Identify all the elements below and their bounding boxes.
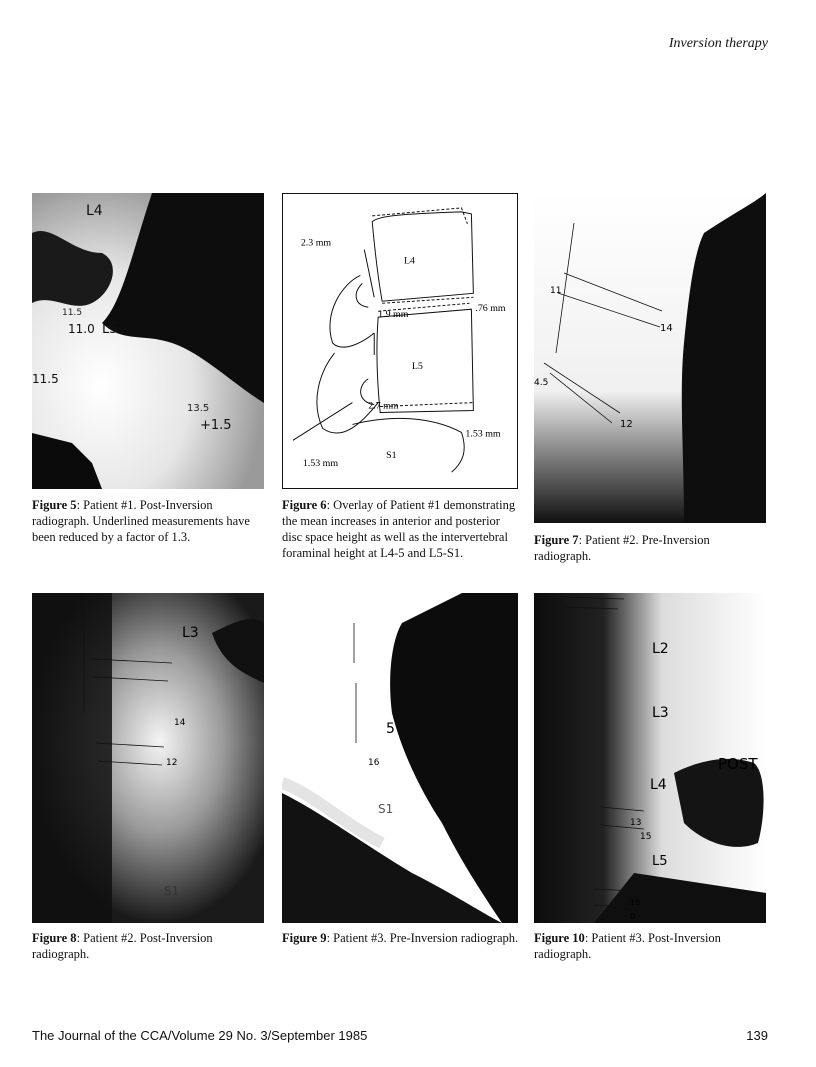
footer-journal: The Journal of the CCA/Volume 29 No. 3/September 1985 bbox=[32, 1028, 368, 1043]
fig5-annotation-2: 11.0 bbox=[68, 322, 95, 336]
figure-9-label: Figure 9 bbox=[282, 931, 327, 945]
figure-7-caption-text: : Patient #2. Pre-Inversion radiograph. bbox=[534, 533, 710, 563]
fig10-annotation-0: 0 bbox=[630, 912, 636, 921]
fig9-annotation-s1: S1 bbox=[378, 802, 394, 816]
fig9-annotation-16: 16 bbox=[368, 758, 380, 768]
figure-6-caption-text: : Overlay of Patient #1 demonstrating the mean increases in anterior and posterior disc space height as well as the intervertebral foraminal height at L4-5 and L5-S1. bbox=[282, 498, 516, 560]
figure-5-label: Figure 5 bbox=[32, 498, 77, 512]
figure-6-overlay-diagram bbox=[282, 193, 518, 489]
figure-5-radiograph bbox=[32, 193, 264, 489]
figure-8-caption-text: : Patient #2. Post-Inversion radiograph. bbox=[32, 931, 213, 961]
fig10-annotation-l2: L2 bbox=[652, 641, 669, 657]
fig10-annotation-13: 13 bbox=[630, 818, 642, 828]
figure-7-label: Figure 7 bbox=[534, 533, 579, 547]
figure-5-caption-text: : Patient #1. Post-Inversion radiograph. Underlined measurements have been reduced by a factor of 1.3. bbox=[32, 498, 250, 544]
fig6-annotation-l5: L5 bbox=[411, 360, 423, 372]
fig6-annotation-76mm: .76 mm bbox=[475, 303, 506, 315]
figure-6-label: Figure 6 bbox=[282, 498, 327, 512]
figure-5-caption bbox=[32, 497, 268, 545]
figure-9-caption bbox=[282, 930, 522, 946]
fig7-annotation-14: 14 bbox=[660, 323, 673, 334]
fig6-annotation-s1: S1 bbox=[386, 450, 397, 462]
fig7-annotation-11: 11 bbox=[550, 286, 562, 296]
fig10-annotation-l4: L4 bbox=[650, 777, 667, 793]
fig8-annotation-s1: S1 bbox=[164, 884, 180, 898]
fig9-annotation-5: 5 bbox=[386, 721, 395, 737]
running-head: Inversion therapy bbox=[668, 36, 768, 51]
fig5-annotation-5: +1.5 bbox=[200, 418, 232, 433]
fig8-annotation-12: 12 bbox=[166, 758, 178, 768]
fig5-annotation-1: 11.5 bbox=[62, 308, 83, 318]
fig5-annotation-l5: L5 bbox=[102, 322, 118, 337]
fig6-annotation-2-3mm: 2.3 mm bbox=[300, 237, 332, 249]
figure-8-label: Figure 8 bbox=[32, 931, 77, 945]
fig6-annotation-l4: L4 bbox=[403, 255, 415, 267]
fig10-annotation-15: 15 bbox=[640, 832, 652, 842]
figure-7-caption bbox=[534, 532, 770, 564]
fig6-annotation-1-9mm: 1.9 mm bbox=[378, 309, 409, 321]
figure-10-radiograph bbox=[534, 593, 766, 923]
fig6-annotation-1-53mm-left: 1.53 mm bbox=[302, 458, 339, 470]
figure-8-radiograph bbox=[32, 593, 264, 923]
figure-6-caption bbox=[282, 497, 522, 561]
fig10-annotation-16: 16 bbox=[630, 898, 641, 907]
page-number: 139 bbox=[746, 1028, 768, 1043]
figure-10-label: Figure 10 bbox=[534, 931, 585, 945]
fig7-annotation-4-5: 4.5 bbox=[534, 378, 549, 388]
figure-9-caption-text: : Patient #3. Pre-Inversion radiograph. bbox=[326, 931, 519, 945]
figure-10-caption-text: : Patient #3. Post-Inversion radiograph. bbox=[534, 931, 721, 961]
fig6-annotation-1-53mm-right: 1.53 mm bbox=[465, 428, 501, 440]
fig5-annotation-4: 13.5 bbox=[187, 403, 210, 414]
figure-7-radiograph bbox=[534, 193, 766, 523]
fig10-annotation-l5: L5 bbox=[652, 854, 668, 869]
figure-10-caption bbox=[534, 930, 770, 962]
fig10-annotation-post: POST bbox=[718, 755, 758, 773]
figure-8-caption bbox=[32, 930, 268, 962]
fig10-annotation-l3: L3 bbox=[652, 705, 669, 721]
figure-9-radiograph bbox=[282, 593, 518, 923]
fig7-annotation-12: 12 bbox=[620, 419, 633, 430]
fig5-annotation-3: 11.5 bbox=[32, 372, 59, 386]
fig5-annotation-l4: L4 bbox=[86, 203, 103, 219]
fig8-annotation-l3: L3 bbox=[182, 625, 199, 641]
fig8-annotation-14: 14 bbox=[174, 718, 186, 728]
fig6-annotation-2-7mm: 2.7 mm bbox=[368, 400, 399, 412]
